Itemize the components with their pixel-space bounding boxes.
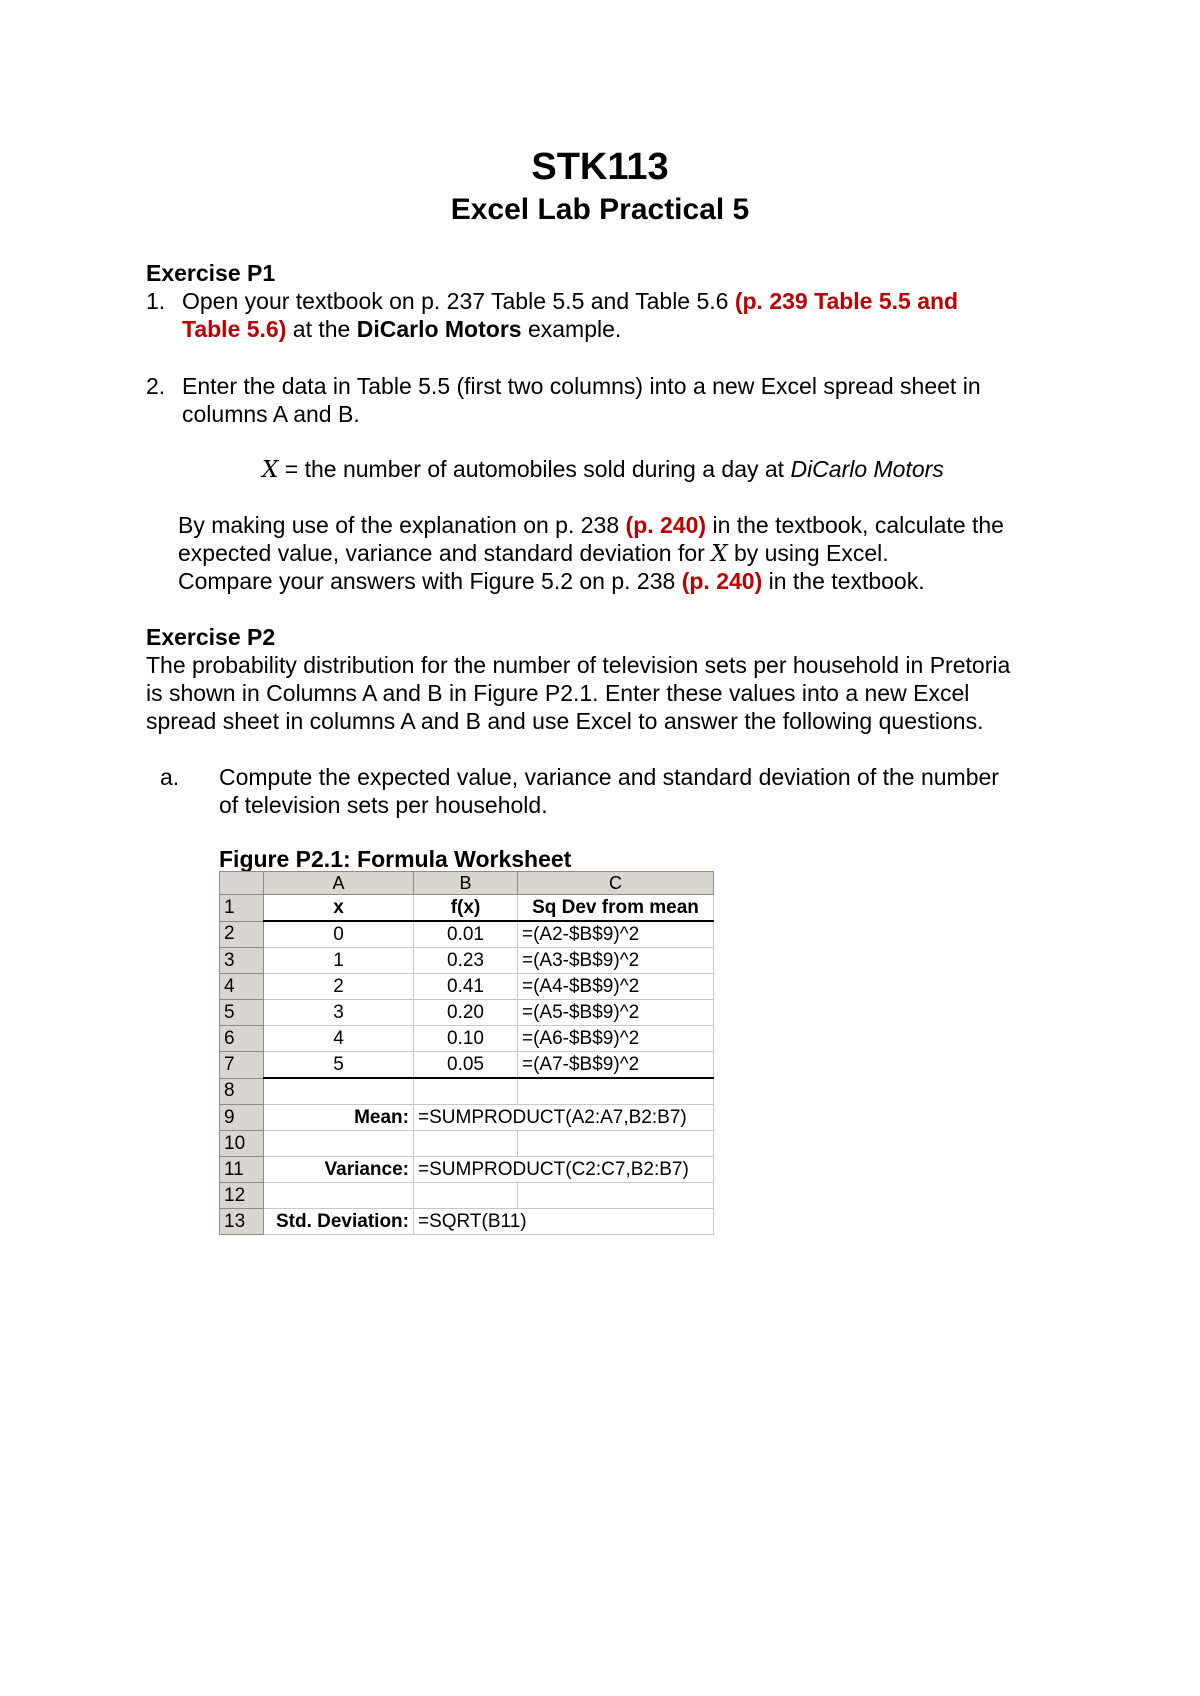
exercise-p2-heading: Exercise P2 — [146, 624, 276, 650]
p1-item1-line1: Open your textbook on p. 237 Table 5.5 and Table 5.6 (p. 239 Table 5.5 and — [182, 288, 959, 314]
row-header: 10 — [220, 1131, 264, 1157]
row-header: 1 — [220, 895, 264, 922]
row-header: 3 — [220, 948, 264, 974]
sheet-cell: 0.41 — [414, 974, 518, 1000]
p2-item-a-label: a. — [160, 764, 180, 790]
sheet-cell — [264, 1183, 414, 1209]
p1-para-line3: Compare your answers with Figure 5.2 on p. 238 (p. 240) in the textbook. — [178, 568, 925, 594]
sheet-cell — [414, 1131, 518, 1157]
p2-intro-line2: is shown in Columns A and B in Figure P2.1. Enter these values into a new Excel — [146, 680, 970, 706]
row-header: 13 — [220, 1209, 264, 1235]
std-deviation-label: Std. Deviation: — [264, 1209, 414, 1235]
sheet-cell — [414, 1183, 518, 1209]
sheet-cell: 0.20 — [414, 1000, 518, 1026]
row-header: 7 — [220, 1052, 264, 1079]
p2-item-a-line2: of television sets per household. — [219, 792, 548, 818]
sheet-cell: =(A6-$B$9)^2 — [518, 1026, 714, 1052]
variance-formula: =SUMPRODUCT(C2:C7,B2:B7) — [414, 1157, 714, 1183]
row-header: 12 — [220, 1183, 264, 1209]
p1-item1-line2: Table 5.6) at the DiCarlo Motors example. — [182, 316, 622, 342]
figure-caption: Figure P2.1: Formula Worksheet — [219, 846, 572, 872]
sheet-cell: 0.01 — [414, 921, 518, 948]
p2-intro-line3: spread sheet in columns A and B and use Excel to answer the following questions. — [146, 708, 984, 734]
document-title: STK113 — [531, 146, 669, 188]
sheet-cell: 0 — [264, 921, 414, 948]
sheet-cell: 0.10 — [414, 1026, 518, 1052]
variance-label: Variance: — [264, 1157, 414, 1183]
sheet-cell: =(A3-$B$9)^2 — [518, 948, 714, 974]
sheet-cell — [518, 1183, 714, 1209]
p2-intro-line1: The probability distribution for the number of television sets per household in Pretoria — [146, 652, 1011, 678]
row-header: 11 — [220, 1157, 264, 1183]
sheet-cell: =(A5-$B$9)^2 — [518, 1000, 714, 1026]
sheet-cell: 1 — [264, 948, 414, 974]
column-header-b: B — [414, 872, 518, 895]
sheet-cell — [414, 1078, 518, 1105]
sheet-cell — [518, 1131, 714, 1157]
document-subtitle: Excel Lab Practical 5 — [450, 193, 750, 226]
p1-item2-line2: columns A and B. — [182, 401, 360, 427]
sheet-cell: 2 — [264, 974, 414, 1000]
mean-formula: =SUMPRODUCT(A2:A7,B2:B7) — [414, 1105, 714, 1131]
exercise-p1-heading: Exercise P1 — [146, 260, 276, 286]
sheet-cell: =(A2-$B$9)^2 — [518, 921, 714, 948]
sheet-cell: 3 — [264, 1000, 414, 1026]
sheet-cell: =(A4-$B$9)^2 — [518, 974, 714, 1000]
p1-para-line1: By making use of the explanation on p. 238 (p. 240) in the textbook, calculate the — [178, 512, 1004, 538]
sheet-cell: 0.23 — [414, 948, 518, 974]
mean-label: Mean: — [264, 1105, 414, 1131]
row-header: 9 — [220, 1105, 264, 1131]
column-header-c: C — [518, 872, 714, 895]
sheet-cell — [518, 1078, 714, 1105]
p1-item2-number: 2. — [146, 373, 166, 399]
sheet-cell: =(A7-$B$9)^2 — [518, 1052, 714, 1079]
sheet-cell: f(x) — [414, 895, 518, 922]
sheet-cell: 0.05 — [414, 1052, 518, 1079]
sheet-cell: Sq Dev from mean — [518, 895, 714, 922]
variable-definition: X = the number of automobiles sold during a day at DiCarlo Motors — [262, 456, 944, 483]
sheet-cell — [264, 1131, 414, 1157]
sheet-cell — [264, 1078, 414, 1105]
p1-item1-number: 1. — [146, 288, 166, 314]
sheet-corner — [220, 872, 264, 895]
row-header: 6 — [220, 1026, 264, 1052]
sheet-cell: 5 — [264, 1052, 414, 1079]
std-deviation-formula: =SQRT(B11) — [414, 1209, 714, 1235]
p2-item-a-line1: Compute the expected value, variance and standard deviation of the number — [219, 764, 999, 790]
row-header: 4 — [220, 974, 264, 1000]
sheet-cell: x — [264, 895, 414, 922]
row-header: 2 — [220, 921, 264, 948]
formula-worksheet — [219, 871, 714, 1235]
p1-item2-line1: Enter the data in Table 5.5 (first two columns) into a new Excel spread sheet in — [182, 373, 981, 399]
p1-para-line2: expected value, variance and standard deviation for X by using Excel. — [178, 540, 889, 567]
row-header: 8 — [220, 1078, 264, 1105]
row-header: 5 — [220, 1000, 264, 1026]
sheet-cell: 4 — [264, 1026, 414, 1052]
column-header-a: A — [264, 872, 414, 895]
